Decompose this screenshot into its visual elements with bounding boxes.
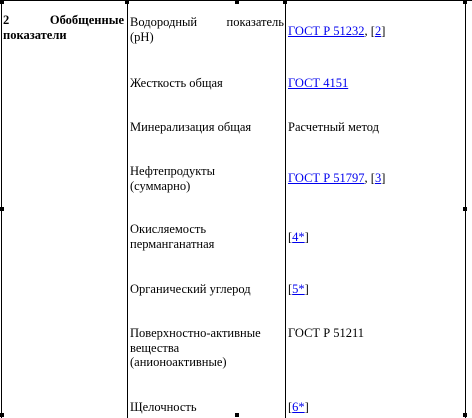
indicator-cell-mineralization: Минерализация общая bbox=[130, 120, 252, 134]
method-cell-surfactants: ГОСТ Р 51211 bbox=[288, 326, 365, 340]
method-cell-hardness bbox=[288, 76, 463, 91]
ref-separator: , [ bbox=[364, 24, 375, 38]
ref-bracket: ] bbox=[304, 282, 309, 296]
resize-handle-top-left[interactable] bbox=[0, 0, 4, 4]
gost-link[interactable]: ГОСТ Р 51797 bbox=[288, 171, 365, 185]
resize-handle-top-col2[interactable] bbox=[283, 0, 287, 4]
resize-handle-mid-right[interactable] bbox=[463, 207, 467, 211]
method-cell-ph bbox=[288, 24, 463, 39]
group-number: 2 bbox=[3, 13, 10, 27]
indicator-text: вещества bbox=[130, 340, 180, 355]
indicator-cell-hardness: Жесткость общая bbox=[130, 76, 223, 90]
reference-link[interactable]: 2 bbox=[374, 24, 382, 38]
group-title-word2: показатели bbox=[3, 27, 67, 42]
resize-handle-mid-left[interactable] bbox=[0, 207, 4, 211]
ref-bracket: ] bbox=[381, 24, 386, 38]
resize-handle-bottom-left[interactable] bbox=[0, 413, 4, 417]
indicator-text: (анионоактивные) bbox=[130, 355, 227, 369]
method-cell-mineralization: Расчетный метод bbox=[288, 120, 380, 134]
resize-handle-top-col1[interactable] bbox=[125, 0, 129, 4]
indicator-cell-surfactants bbox=[130, 326, 284, 370]
reference-link[interactable]: 6* bbox=[292, 400, 305, 414]
indicator-text: Поверхностно-активные bbox=[130, 326, 261, 340]
indicator-cell-ph bbox=[130, 15, 284, 44]
reference-link[interactable]: 5* bbox=[292, 282, 305, 296]
ref-bracket: [ bbox=[288, 282, 293, 296]
resize-handle-bottom-right[interactable] bbox=[463, 413, 467, 417]
ref-bracket: ] bbox=[304, 400, 309, 414]
gost-link[interactable]: ГОСТ Р 51232 bbox=[288, 24, 365, 38]
indicator-cell-alkalinity: Щелочность bbox=[130, 400, 197, 414]
indicator-cell-oxidability bbox=[130, 222, 284, 251]
resize-handle-top-right[interactable] bbox=[463, 0, 467, 4]
group-title-word1: Обобщенные bbox=[49, 13, 124, 27]
indicator-text: Нефтепродукты bbox=[130, 164, 216, 178]
column-divider-1 bbox=[127, 0, 128, 418]
indicator-text: перманганатная bbox=[130, 236, 215, 251]
resize-handle-top-center[interactable] bbox=[235, 0, 239, 4]
method-cell-organic-carbon bbox=[288, 282, 463, 297]
ref-bracket: [ bbox=[288, 230, 293, 244]
ref-bracket: ] bbox=[304, 230, 309, 244]
indicator-text: (pH) bbox=[130, 29, 154, 44]
column-divider-2 bbox=[285, 0, 286, 418]
indicator-text: показатель bbox=[226, 15, 284, 29]
ref-bracket: [ bbox=[288, 400, 293, 414]
indicator-text: Водородный bbox=[130, 15, 198, 29]
method-cell-alkalinity bbox=[288, 400, 463, 415]
ref-separator: , [ bbox=[364, 171, 375, 185]
reference-link[interactable]: 4* bbox=[292, 230, 305, 244]
method-cell-oxidability bbox=[288, 230, 463, 245]
gost-link[interactable]: ГОСТ 4151 bbox=[288, 76, 349, 90]
indicator-cell-organic-carbon: Органический углерод bbox=[130, 282, 251, 296]
group-cell bbox=[3, 13, 124, 42]
reference-link[interactable]: 3 bbox=[374, 171, 382, 185]
ref-bracket: ] bbox=[381, 171, 386, 185]
indicator-text: (суммарно) bbox=[130, 178, 191, 193]
indicator-text: Окисляемость bbox=[130, 222, 207, 236]
method-cell-petroleum bbox=[288, 171, 463, 186]
indicator-cell-petroleum bbox=[130, 164, 284, 193]
